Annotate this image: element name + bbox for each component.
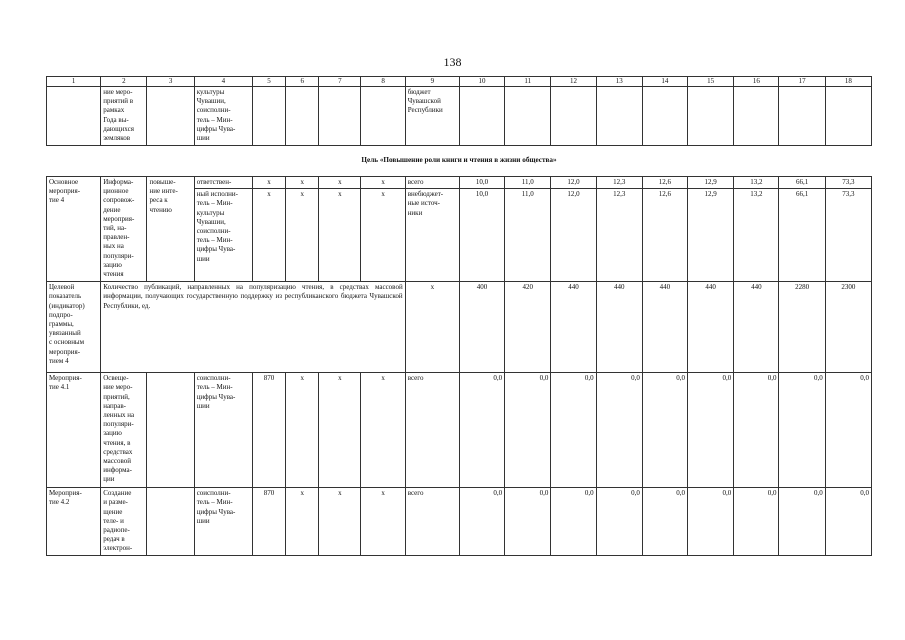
value-cell: 12,6 xyxy=(642,177,687,189)
code-cell: x xyxy=(319,189,361,282)
column-number: 11 xyxy=(505,77,551,87)
executor-cell: ный исполни- тель – Мин- культуры Чувашии, соисполни- тель – Мин- цифры Чува- шии xyxy=(194,189,252,282)
table-cell xyxy=(779,87,825,146)
value-cell: 12,0 xyxy=(551,177,596,189)
value-cell: 0,0 xyxy=(505,488,551,555)
code-cell: x xyxy=(361,189,405,282)
event-code-cell: Основное мероприя- тие 4 xyxy=(47,177,101,282)
table-cell xyxy=(551,87,596,146)
event-name-cell: ние меро- приятий в рамках Года вы- дающихся земляков xyxy=(101,87,147,146)
indicator-text-cell: Количество публикаций, направленных на популяризацию чтения, в средствах массовой информации, получающих государственную поддержку из республиканского бюджета Чувашской Республики, ед. xyxy=(101,282,405,373)
value-cell: 0,0 xyxy=(551,373,596,488)
table-cell xyxy=(319,87,361,146)
event-name-cell: Освеще- ние меро- приятий, направ- ленных на популяри- зацию чтения, в средствах массовой информа- ции xyxy=(101,373,147,488)
funding-source-cell: всего xyxy=(405,488,459,555)
column-number: 1 xyxy=(47,77,101,87)
funding-source-cell: бюджет Чувашской Республики xyxy=(405,87,459,146)
event-code-cell: Мероприя- тие 4.1 xyxy=(47,373,101,488)
table-cell xyxy=(286,87,319,146)
value-cell: 0,0 xyxy=(596,373,642,488)
funding-source-cell: всего xyxy=(405,373,459,488)
column-number: 18 xyxy=(825,77,871,87)
executor-cell: соисполни- тель – Мин- цифры Чува- шии xyxy=(194,488,252,555)
column-number: 10 xyxy=(459,77,504,87)
table-cell xyxy=(734,87,779,146)
code-cell: x xyxy=(319,373,361,488)
event-code-cell: Мероприя- тие 4.2 xyxy=(47,488,101,555)
code-cell: x xyxy=(252,177,285,189)
table-row xyxy=(47,373,872,488)
value-cell: 0,0 xyxy=(779,373,825,488)
value-cell: 440 xyxy=(734,282,779,373)
table-cell xyxy=(47,87,101,146)
column-number: 7 xyxy=(319,77,361,87)
page-number: 138 xyxy=(443,55,462,69)
table-cell xyxy=(505,87,551,146)
code-cell: x xyxy=(319,488,361,555)
value-cell: 12,6 xyxy=(642,189,687,282)
column-number-row xyxy=(47,77,872,87)
value-cell: 73,3 xyxy=(825,177,871,189)
column-number: 8 xyxy=(361,77,405,87)
event-name-cell: Создание и разме- щение теле- и радиопе- редач в электрон- xyxy=(101,488,147,555)
table-cell xyxy=(596,87,642,146)
code-cell: 870 xyxy=(252,488,285,555)
table-row xyxy=(47,177,872,189)
table-cell xyxy=(147,87,194,146)
code-cell: x xyxy=(286,177,319,189)
value-cell: 66,1 xyxy=(779,189,825,282)
table-cell xyxy=(147,373,194,488)
column-number: 6 xyxy=(286,77,319,87)
table-row xyxy=(47,87,872,146)
column-number: 2 xyxy=(101,77,147,87)
value-cell: 0,0 xyxy=(825,488,871,555)
value-cell: 400 xyxy=(459,282,504,373)
code-cell: x xyxy=(286,488,319,555)
table-cell xyxy=(252,87,285,146)
table-cell xyxy=(361,87,405,146)
value-cell: 2280 xyxy=(779,282,825,373)
code-cell: x xyxy=(361,488,405,555)
code-cell: x xyxy=(361,177,405,189)
code-cell: x xyxy=(286,189,319,282)
code-cell: 870 xyxy=(252,373,285,488)
value-cell: 440 xyxy=(551,282,596,373)
value-cell: 0,0 xyxy=(642,488,687,555)
value-cell: 0,0 xyxy=(596,488,642,555)
value-cell: 66,1 xyxy=(779,177,825,189)
executor-cell: соисполни- тель – Мин- цифры Чува- шии xyxy=(194,373,252,488)
table-cell xyxy=(147,488,194,555)
code-cell: x xyxy=(361,373,405,488)
value-cell: 440 xyxy=(688,282,734,373)
column-number: 15 xyxy=(688,77,734,87)
value-cell: 0,0 xyxy=(688,488,734,555)
goal-row xyxy=(47,146,872,177)
column-number: 13 xyxy=(596,77,642,87)
funding-source-cell: всего xyxy=(405,177,459,189)
value-cell: 0,0 xyxy=(734,373,779,488)
value-cell: 0,0 xyxy=(551,488,596,555)
value-cell: 10,0 xyxy=(459,189,504,282)
value-cell: 0,0 xyxy=(505,373,551,488)
goal-link-cell: повыше- ние инте- реса к чтению xyxy=(147,177,194,282)
value-cell: 0,0 xyxy=(734,488,779,555)
column-number: 14 xyxy=(642,77,687,87)
value-cell: 12,9 xyxy=(688,189,734,282)
value-cell: 440 xyxy=(596,282,642,373)
value-cell: 0,0 xyxy=(825,373,871,488)
value-cell: 440 xyxy=(642,282,687,373)
indicator-source-cell: x xyxy=(405,282,459,373)
table-cell xyxy=(459,87,504,146)
indicator-label-cell: Целевой показатель (индикатор) подпро- граммы, увязанный с основным мероприя- тием 4 xyxy=(47,282,101,373)
table-row xyxy=(47,488,872,555)
value-cell: 11,0 xyxy=(505,189,551,282)
value-cell: 2300 xyxy=(825,282,871,373)
funding-source-cell: внебюджет- ные источ- ники xyxy=(405,189,459,282)
column-number: 4 xyxy=(194,77,252,87)
value-cell: 12,3 xyxy=(596,177,642,189)
column-number: 16 xyxy=(734,77,779,87)
value-cell: 0,0 xyxy=(459,373,504,488)
table-row xyxy=(47,282,872,373)
value-cell: 73,3 xyxy=(825,189,871,282)
value-cell: 12,9 xyxy=(688,177,734,189)
value-cell: 420 xyxy=(505,282,551,373)
code-cell: x xyxy=(252,189,285,282)
value-cell: 0,0 xyxy=(642,373,687,488)
value-cell: 0,0 xyxy=(688,373,734,488)
budget-table xyxy=(46,76,872,556)
executor-cell: культуры Чувашии, соисполни- тель – Мин- цифры Чува- шии xyxy=(194,87,252,146)
value-cell: 11,0 xyxy=(505,177,551,189)
table-cell xyxy=(688,87,734,146)
code-cell: x xyxy=(319,177,361,189)
column-number: 5 xyxy=(252,77,285,87)
value-cell: 0,0 xyxy=(459,488,504,555)
code-cell: x xyxy=(286,373,319,488)
value-cell: 0,0 xyxy=(779,488,825,555)
table-cell xyxy=(825,87,871,146)
executor-cell: ответствен- xyxy=(194,177,252,189)
value-cell: 13,2 xyxy=(734,189,779,282)
column-number: 12 xyxy=(551,77,596,87)
value-cell: 10,0 xyxy=(459,177,504,189)
goal-title: Цель «Повышение роли книги и чтения в жизни общества» xyxy=(47,146,872,177)
value-cell: 12,3 xyxy=(596,189,642,282)
table-cell xyxy=(642,87,687,146)
column-number: 9 xyxy=(405,77,459,87)
value-cell: 13,2 xyxy=(734,177,779,189)
value-cell: 12,0 xyxy=(551,189,596,282)
event-name-cell: Информа- ционное сопровож- дение мероприя- тий, на- правлен- ных на популяри- зацию чтения xyxy=(101,177,147,282)
column-number: 17 xyxy=(779,77,825,87)
column-number: 3 xyxy=(147,77,194,87)
